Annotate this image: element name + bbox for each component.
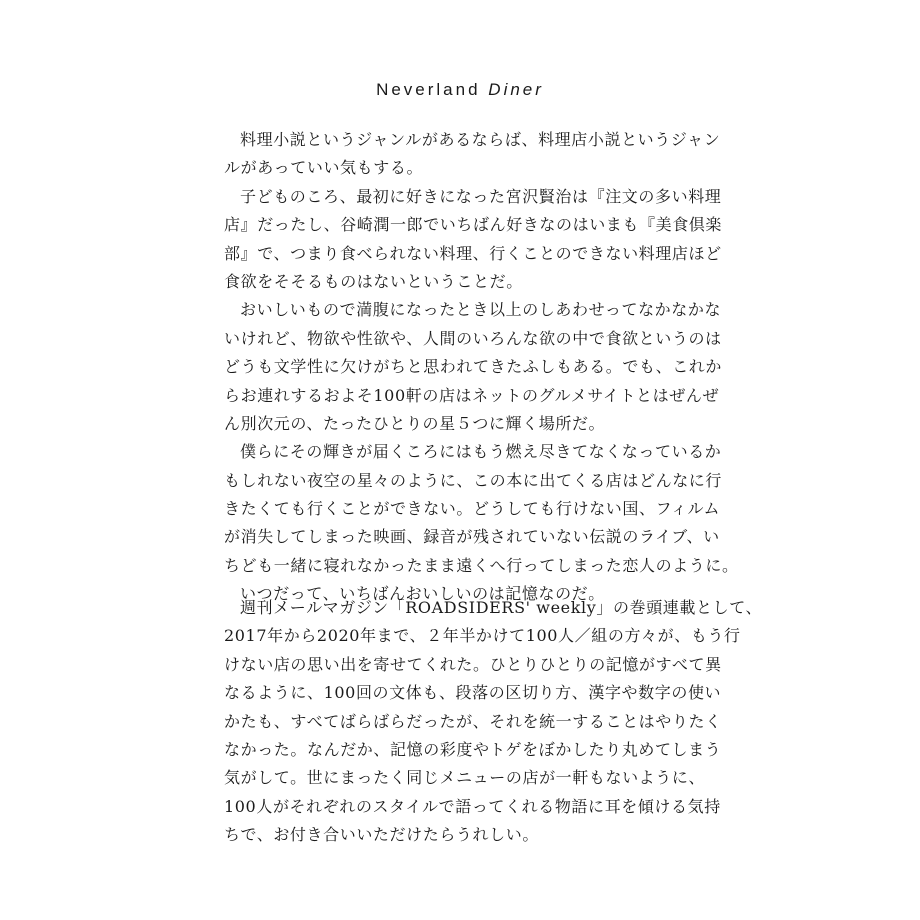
- text-line: 料理小説というジャンルがあるならば、料理店小説というジャン: [240, 130, 721, 149]
- text-line: 食欲をそそるものはないということだ。: [224, 271, 523, 291]
- text-line: ん別次元の、たったひとりの星５つに輝く場所だ。: [224, 413, 606, 433]
- text-line: きたくても行くことができない。どうしても行けない国、フィルム: [224, 499, 721, 519]
- text-line: らお連れするおよそ100軒の店はネットのグルメサイトとはぜんぜ: [224, 385, 720, 405]
- closing-paragraph: [224, 594, 763, 850]
- text-line: 部』で、つまり食べられない料理、行くことのできない料理店ほど: [224, 243, 722, 263]
- page-title: [0, 80, 920, 100]
- text-line: 店』だったし、谷崎潤一郎でいちばん好きなのはいまも『美食倶楽: [224, 215, 723, 235]
- text-line: 2017年から2020年まで、２年半かけて100人／組の方々が、もう行: [224, 626, 741, 646]
- text-line: 僕らにその輝きが届くころにはもう燃え尽きてなくなっているか: [240, 442, 722, 462]
- text-line: なかった。なんだか、記憶の彩度やトゲをぼかしたり丸めてしまう: [224, 739, 722, 759]
- text-line: 子どものころ、最初に好きになった宮沢賢治は『注文の多い料理: [240, 186, 722, 206]
- text-line: いつだって、いちばんおいしいのは記憶なのだ。: [240, 584, 605, 604]
- text-line: おいしいもので満腹になったとき以上のしあわせってなかなかな: [240, 300, 722, 320]
- intro-paragraphs: [224, 126, 739, 609]
- title-word-diner: Diner: [488, 80, 544, 99]
- title-word-neverland: Neverland: [376, 80, 481, 99]
- text-line: ちで、お付き合いいただけたらうれしい。: [224, 825, 539, 845]
- text-line: なるように、100回の文体も、段落の区切り方、漢字や数字の使い: [224, 683, 722, 703]
- text-line: 週刊メールマガジン「ROADSIDERS' weekly」の巻頭連載として、: [240, 598, 763, 617]
- text-line: いけれど、物欲や性欲や、人間のいろんな欲の中で食欲というのは: [224, 328, 722, 348]
- text-line: 気がして。世にまったく同じメニューの店が一軒もないように、: [224, 768, 706, 788]
- text-line: どうも文学性に欠けがちと思われてきたふしもある。でも、これか: [224, 357, 723, 377]
- text-line: けない店の思い出を寄せてくれた。ひとりひとりの記憶がすべて異: [224, 654, 722, 674]
- text-line: 100人がそれぞれのスタイルで語ってくれる物語に耳を傾ける気持: [224, 796, 721, 816]
- text-line: かたも、すべてばらばらだったが、それを統一することはやりたく: [224, 711, 722, 731]
- text-line: が消失してしまった映画、録音が残されていない伝説のライブ、い: [224, 527, 720, 547]
- text-line: ちども一緒に寝れなかったまま遠くへ行ってしまった恋人のように。: [224, 555, 739, 575]
- text-line: もしれない夜空の星々のように、この本に出てくる店はどんなに行: [224, 470, 723, 490]
- text-line: ルがあっていい気もする。: [224, 158, 424, 178]
